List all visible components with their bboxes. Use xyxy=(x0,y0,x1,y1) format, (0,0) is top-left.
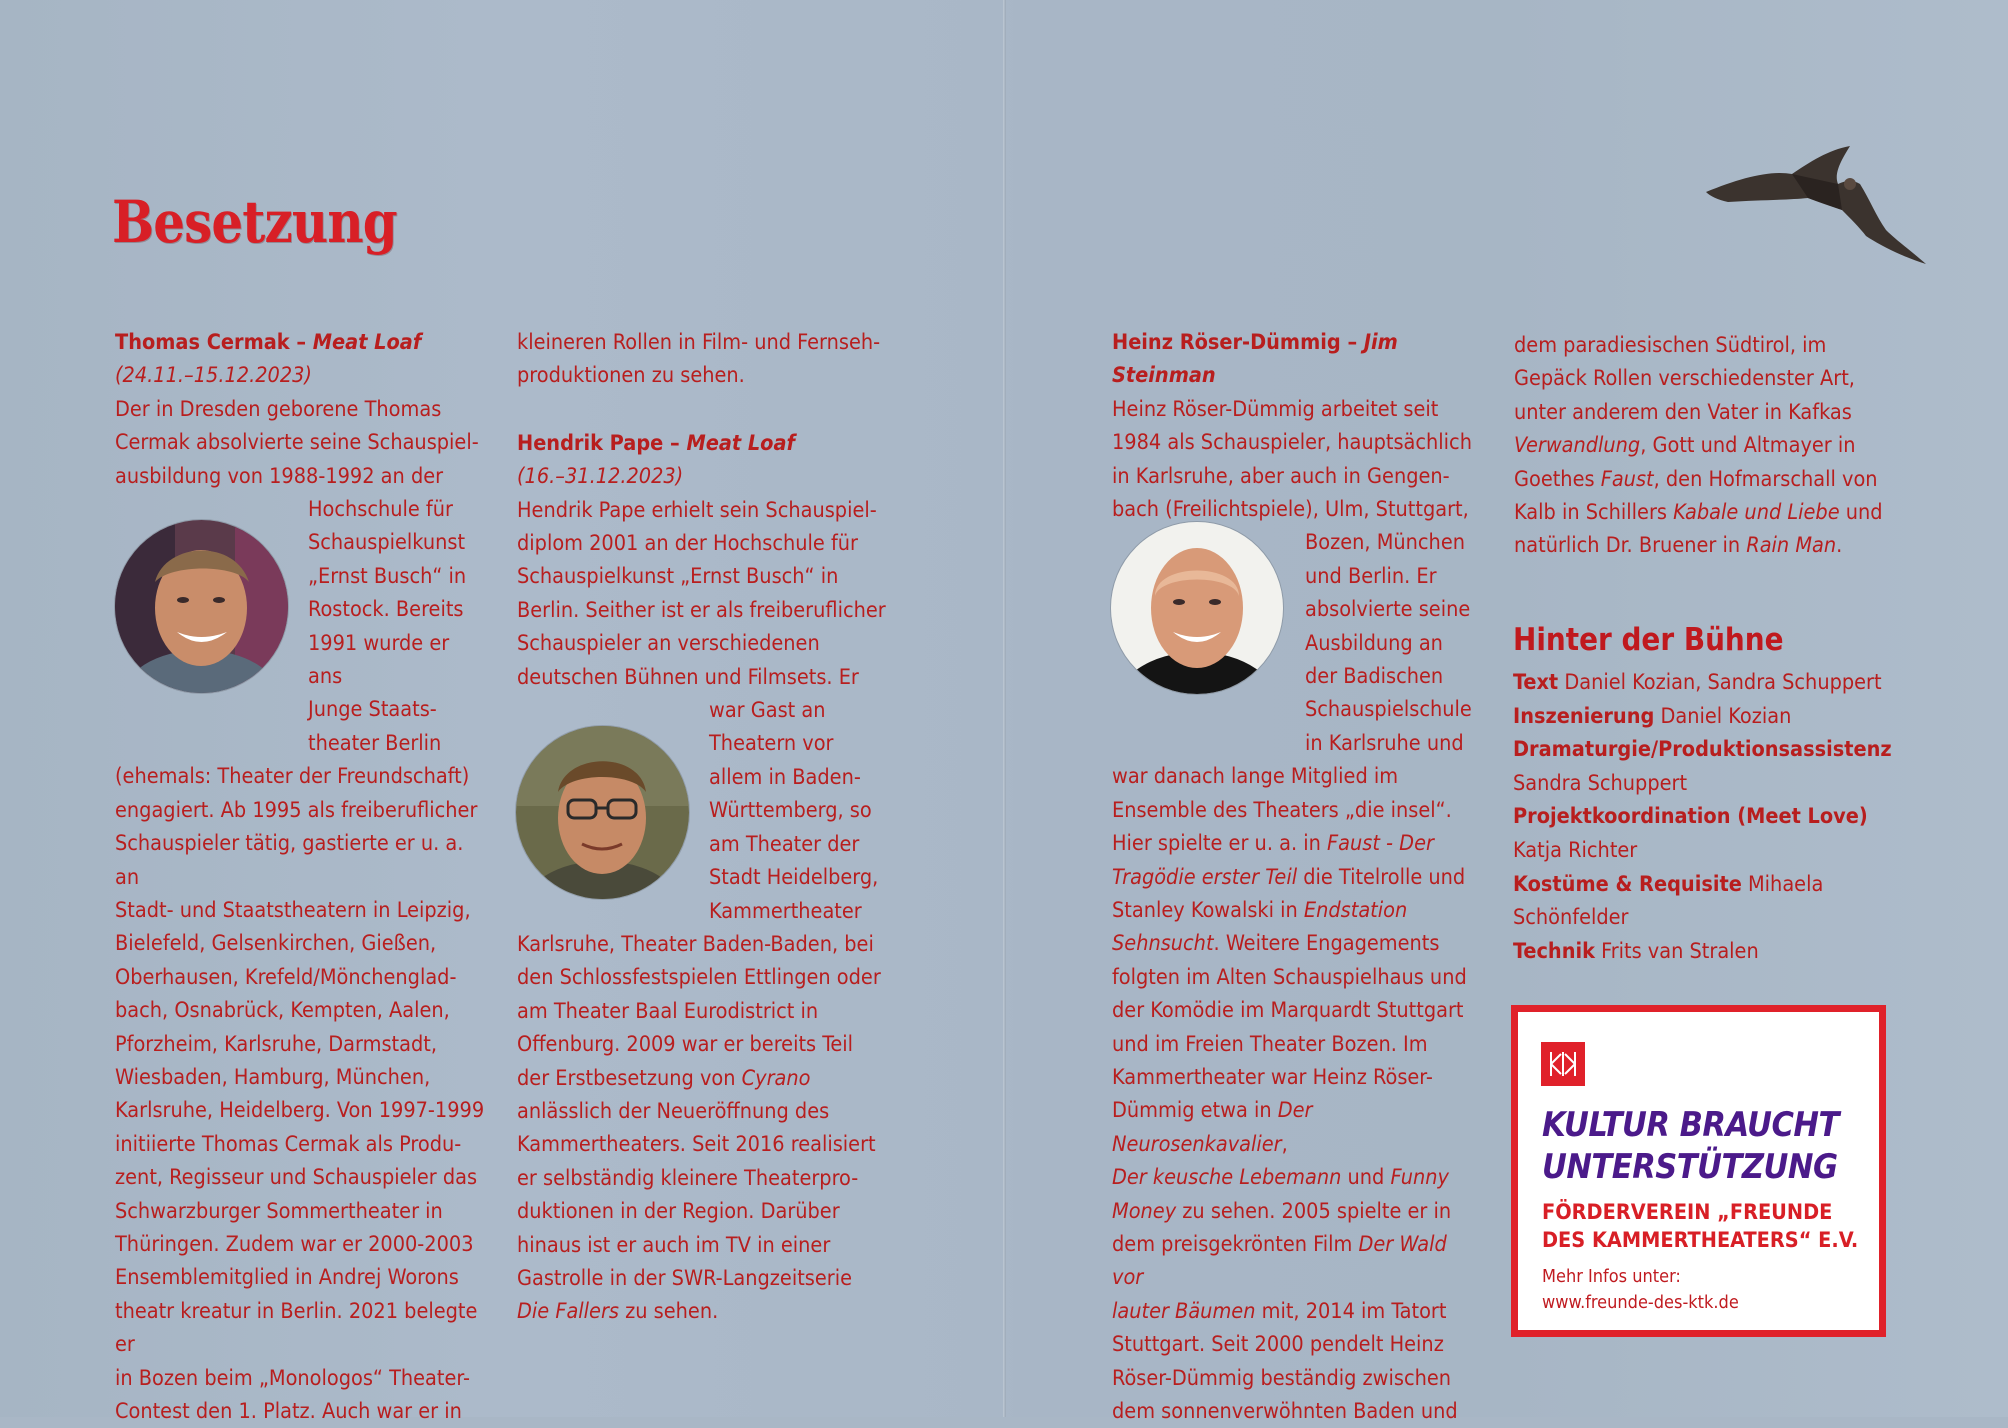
bio-line: „Ernst Busch“ in xyxy=(308,563,467,589)
crew-role: Dramaturgie/Produktionsassistenz xyxy=(1513,737,1892,763)
promo-info xyxy=(1542,1264,1739,1316)
bio-text: mit, 2014 im Tatort xyxy=(1255,1298,1447,1324)
bio-line: bach (Freilichtspiele), Ulm, Stuttgart, xyxy=(1112,497,1469,523)
promo-info-label: Mehr Infos unter: xyxy=(1542,1266,1681,1287)
bio-line: Thüringen. Zudem war er 2000-2003 xyxy=(115,1231,474,1257)
crew-role: Technik xyxy=(1513,938,1595,964)
bio-line: 1984 als Schauspieler, hauptsächlich xyxy=(1112,430,1472,456)
bio-line: Gastrolle in der SWR-Langzeitserie xyxy=(517,1265,853,1291)
support-promo-box xyxy=(1511,1005,1886,1337)
bio-line: hinaus ist er auch im TV in einer xyxy=(517,1232,831,1258)
bio-line: der Komödie im Marquardt Stuttgart xyxy=(1112,998,1464,1024)
bio-line: Bozen, München xyxy=(1305,530,1465,556)
bio-line: und im Freien Theater Bozen. Im xyxy=(1112,1031,1428,1057)
bio-line: anlässlich der Neueröffnung des xyxy=(517,1098,830,1124)
bio-line: Kammertheater xyxy=(709,898,862,924)
bio-line: Schauspielkunst „Ernst Busch“ in xyxy=(517,564,839,590)
bio-line: Ensemble des Theaters „die insel“. xyxy=(1112,797,1452,823)
bio-line: dem sonnenverwöhnten Baden und xyxy=(1112,1399,1458,1424)
bio-line: engagiert. Ab 1995 als freiberuflicher xyxy=(115,797,478,823)
bio-line: Heinz Röser-Dümmig arbeitet seit xyxy=(1112,396,1439,422)
title-cyrano: Cyrano xyxy=(741,1065,811,1091)
actor-name: Thomas Cermak xyxy=(115,330,290,355)
bio-line: Schauspielschule xyxy=(1305,697,1472,723)
bio-line: Bielefeld, Gelsenkirchen, Gießen, xyxy=(115,931,437,957)
work-title: Kabale und Liebe xyxy=(1673,500,1840,526)
work-title: Der Neurosenkavalier xyxy=(1112,1098,1313,1157)
bio-line: zent, Regisseur und Schauspieler das xyxy=(115,1165,478,1191)
bio-line: der Badischen xyxy=(1305,664,1444,690)
bio-line: war Gast an xyxy=(709,698,826,724)
actor-photo-thomas-cermak xyxy=(115,520,288,693)
crew-person: Sandra Schuppert xyxy=(1513,770,1688,796)
crew-person: Frits van Stralen xyxy=(1601,938,1759,964)
cast-column-3 xyxy=(1112,326,1482,1428)
bio-line: duktionen in der Region. Darüber xyxy=(517,1199,840,1225)
bio-line: Hochschule für xyxy=(308,497,453,523)
work-title: Rain Man xyxy=(1746,533,1837,559)
work-title: Der keusche Lebemann xyxy=(1112,1165,1342,1191)
crew-role: Projektkoordination (Meet Love) xyxy=(1513,804,1868,830)
bio-text: . xyxy=(1836,533,1843,559)
bio-text: , den Hofmarschall von xyxy=(1653,466,1878,492)
bio-line: Stuttgart. Seit 2000 pendelt Heinz xyxy=(1112,1332,1444,1358)
bio-line: Gepäck Rollen verschiedenster Art, xyxy=(1514,366,1855,392)
promo-org-line: DES KAMMERTHEATERS“ E.V. xyxy=(1542,1228,1859,1253)
bio-line: Schauspielkunst xyxy=(308,530,466,556)
bio-line: unter anderem den Vater in Kafkas xyxy=(1514,399,1852,425)
bio-line: Hendrik Pape erhielt sein Schauspiel- xyxy=(517,497,877,523)
bio-line: Theatern vor xyxy=(709,731,834,757)
bio-text: Kalb in Schillers xyxy=(1514,500,1674,526)
crew-item xyxy=(1513,733,1892,800)
bio-line: in Bozen beim „Monologos“ Theater- xyxy=(115,1365,470,1391)
bio-line: Offenburg. 2009 war er bereits Teil xyxy=(517,1032,854,1058)
crew-person: Daniel Kozian xyxy=(1660,703,1792,729)
bio-line: Kammertheaters. Seit 2016 realisiert xyxy=(517,1132,876,1158)
bio-line: den Schlossfestspielen Ettlingen oder xyxy=(517,965,881,991)
bio-line: dem paradiesischen Südtirol, im xyxy=(1514,333,1827,358)
promo-org-line: FÖRDERVEREIN „FREUNDE xyxy=(1542,1200,1833,1225)
bat-illustration xyxy=(1700,140,1930,270)
bio-line: der Erstbesetzung von xyxy=(517,1065,742,1091)
page-heading: Besetzung xyxy=(112,188,397,256)
bio-line: Der in Dresden geborene Thomas xyxy=(115,396,442,422)
actor-name: Hendrik Pape xyxy=(517,430,664,456)
performance-dates: (24.11.–15.12.2023) xyxy=(115,363,312,389)
actor-photo-hendrik-pape xyxy=(516,726,689,899)
ktk-logo-icon xyxy=(1541,1042,1585,1086)
crew-person: Mihaela Schönfelder xyxy=(1513,871,1824,931)
bio-line: Ausbildung an xyxy=(1305,630,1443,656)
work-title: Faust xyxy=(1600,466,1654,492)
crew-item xyxy=(1513,800,1892,867)
bio-line: theater Berlin xyxy=(308,730,442,756)
bio-line: deutschen Bühnen und Filmsets. Er xyxy=(517,664,859,690)
bio-line: am Theater der xyxy=(709,831,860,857)
bio-line: er selbständig kleinere Theaterpro- xyxy=(517,1165,859,1191)
bio-line: Oberhausen, Krefeld/Mönchenglad- xyxy=(115,964,457,990)
promo-headline xyxy=(1542,1104,1872,1188)
bio-line: war danach lange Mitglied im xyxy=(1112,764,1399,790)
actor-photo-heinz-roeser-duemmig xyxy=(1111,522,1283,694)
promo-headline-line: UNTERSTÜTZUNG xyxy=(1542,1147,1838,1187)
actor-role: Meat Loaf xyxy=(312,330,422,355)
crew-item xyxy=(1513,700,1892,734)
bio-line: Wiesbaden, Hamburg, München, xyxy=(115,1064,431,1090)
bio-line: in Karlsruhe und xyxy=(1305,730,1464,756)
crew-role: Text xyxy=(1513,670,1559,695)
work-title: lauter Bäumen xyxy=(1112,1298,1256,1324)
cast-column-4 xyxy=(1514,329,1914,563)
bio-line: allem in Baden- xyxy=(709,764,861,790)
page-fold xyxy=(1003,0,1006,1417)
promo-url-link[interactable]: www.freunde-des-ktk.de xyxy=(1542,1292,1739,1313)
crew-heading: Hinter der Bühne xyxy=(1513,622,1784,658)
bio-line: Karlsruhe, Theater Baden-Baden, bei xyxy=(517,931,874,957)
bio-line: Junge Staats- xyxy=(308,697,437,723)
work-title: Money xyxy=(1112,1198,1177,1224)
bio-line: zu sehen. xyxy=(618,1299,719,1325)
bio-line: Schwarzburger Sommertheater in xyxy=(115,1198,443,1224)
bio-line: kleineren Rollen in Film- und Fernseh- xyxy=(517,330,881,355)
bio-text: und xyxy=(1341,1165,1391,1191)
bio-line: Württemberg, so xyxy=(709,798,872,824)
bio-line: Rostock. Bereits xyxy=(308,597,464,623)
bio-text: die Titelrolle und xyxy=(1297,864,1466,890)
bio-text: Hier spielte er u. a. in xyxy=(1112,831,1328,857)
bio-line: folgten im Alten Schauspielhaus und xyxy=(1112,964,1467,990)
performance-dates: (16.–31.12.2023) xyxy=(517,464,684,490)
cast-column-1 xyxy=(115,326,485,1428)
bio-line: absolvierte seine xyxy=(1305,597,1471,623)
work-title: Sehnsucht xyxy=(1112,931,1214,957)
bio-line: und Berlin. Er xyxy=(1305,563,1437,589)
bio-line: theatr kreatur in Berlin. 2021 belegte er xyxy=(115,1298,478,1358)
bio-line: 1991 wurde er ans xyxy=(308,630,450,690)
bio-text: zu sehen. 2005 spielte er in xyxy=(1176,1198,1452,1224)
actor-role: Meat Loaf xyxy=(686,430,795,456)
bio-text: und xyxy=(1839,500,1883,526)
crew-person: Daniel Kozian, Sandra Schuppert xyxy=(1564,670,1882,695)
bio-line: Stadt Heidelberg, xyxy=(709,865,879,891)
bio-line: ausbildung von 1988-1992 an der xyxy=(115,463,444,489)
bio-line: in Karlsruhe, aber auch in Gengen- xyxy=(1112,463,1450,489)
bio-text: Stanley Kowalski in xyxy=(1112,897,1304,923)
work-title: Der Wald vor xyxy=(1112,1231,1447,1291)
bio-line: Kammertheater war Heinz Röser- xyxy=(1112,1064,1433,1090)
bio-line: Contest den 1. Platz. Auch war er in xyxy=(115,1399,462,1424)
actor-role: Jim Steinman xyxy=(1112,330,1398,389)
bio-line: Schauspieler an verschiedenen xyxy=(517,631,820,657)
crew-role: Kostüme & Requisite xyxy=(1513,871,1742,897)
work-title: Endstation xyxy=(1303,897,1408,923)
bio-text: , xyxy=(1281,1131,1288,1157)
bio-line: Pforzheim, Karlsruhe, Darmstadt, xyxy=(115,1031,437,1057)
work-title: Faust - Der xyxy=(1327,831,1434,857)
bio-text: . Weitere Engagements xyxy=(1213,931,1440,957)
crew-person: Katja Richter xyxy=(1513,837,1638,863)
title-die-fallers: Die Fallers xyxy=(517,1299,619,1325)
bio-line: Karlsruhe, Heidelberg. Von 1997-1999 xyxy=(115,1098,485,1124)
bio-text: Dümmig etwa in xyxy=(1112,1098,1278,1124)
bio-line: Röser-Dümmig beständig zwischen xyxy=(1112,1365,1452,1391)
bio-line: Cermak absolvierte seine Schauspiel- xyxy=(115,430,479,456)
bio-line: bach, Osnabrück, Kempten, Aalen, xyxy=(115,998,450,1024)
bio-text: dem preisgekrönten Film xyxy=(1112,1231,1359,1257)
bio-line: am Theater Baal Eurodistrict in xyxy=(517,998,819,1024)
bio-text: Goethes xyxy=(1514,466,1601,492)
work-title: Funny xyxy=(1390,1165,1449,1191)
crew-role: Inszenierung xyxy=(1513,703,1655,729)
bio-line: (ehemals: Theater der Freundschaft) xyxy=(115,764,470,790)
bio-line: Schauspieler tätig, gastierte er u. a. an xyxy=(115,831,464,890)
work-title: Verwandlung xyxy=(1514,433,1641,459)
crew-item xyxy=(1513,868,1883,935)
crew-item xyxy=(1513,666,1892,700)
crew-item xyxy=(1513,935,1892,969)
dash: – xyxy=(289,330,313,355)
bio-line: diplom 2001 an der Hochschule für xyxy=(517,531,858,557)
crew-list xyxy=(1513,666,1892,968)
bio-line: Stadt- und Staatstheatern in Leipzig, xyxy=(115,897,471,923)
work-title: Tragödie erster Teil xyxy=(1112,864,1298,890)
bio-line: Berlin. Seither ist er als freiberuflicher xyxy=(517,597,886,623)
bio-text: , Gott und Altmayer in xyxy=(1640,433,1856,459)
bio-line: initiierte Thomas Cermak als Produ- xyxy=(115,1131,462,1157)
promo-org xyxy=(1542,1199,1872,1255)
bio-text: natürlich Dr. Bruener in xyxy=(1514,533,1747,559)
bio-line: Ensemblemitglied in Andrej Worons xyxy=(115,1265,459,1291)
bio-line: produktionen zu sehen. xyxy=(517,363,745,389)
actor-name: Heinz Röser-Dümmig xyxy=(1112,330,1341,355)
dash: – xyxy=(1340,330,1364,355)
promo-headline-line: KULTUR BRAUCHT xyxy=(1542,1105,1839,1145)
dash: – xyxy=(663,430,687,456)
